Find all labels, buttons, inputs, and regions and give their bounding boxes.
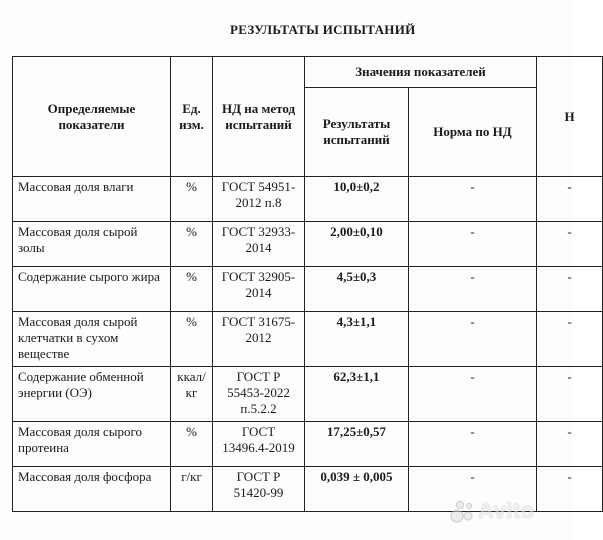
cell-unit: % bbox=[171, 177, 213, 222]
header-norm: Норма по НД bbox=[409, 88, 537, 177]
cell-norm: - bbox=[409, 177, 537, 222]
cell-norm: - bbox=[409, 267, 537, 312]
cell-norm: - bbox=[409, 312, 537, 367]
cell-method: ГОСТ 31675-2012 bbox=[213, 312, 305, 367]
table-row bbox=[13, 367, 603, 422]
cell-extra: - bbox=[537, 177, 603, 222]
cell-method: ГОСТ Р 51420-99 bbox=[213, 467, 305, 512]
cell-parameter: Массовая доля сырой золы bbox=[13, 222, 171, 267]
table-row bbox=[13, 267, 603, 312]
document-title: РЕЗУЛЬТАТЫ ИСПЫТАНИЙ bbox=[230, 22, 416, 37]
cell-parameter: Содержание обменной энергии (ОЭ) bbox=[13, 367, 171, 422]
table-row bbox=[13, 222, 603, 267]
cell-unit: % bbox=[171, 222, 213, 267]
cell-result: 2,00±0,10 bbox=[305, 222, 409, 267]
header-extra: Н bbox=[537, 57, 603, 177]
header-unit: Ед. изм. bbox=[171, 57, 213, 177]
cell-extra: - bbox=[537, 222, 603, 267]
cell-unit: % bbox=[171, 422, 213, 467]
cell-method: ГОСТ 54951-2012 п.8 bbox=[213, 177, 305, 222]
cell-extra: - bbox=[537, 467, 603, 512]
cell-result: 62,3±1,1 bbox=[305, 367, 409, 422]
cell-parameter: Массовая доля сырого протеина bbox=[13, 422, 171, 467]
cell-norm: - bbox=[409, 422, 537, 467]
cell-unit: % bbox=[171, 267, 213, 312]
cell-parameter: Содержание сырого жира bbox=[13, 267, 171, 312]
cell-parameter: Массовая доля сырой клетчатки в сухом веществе bbox=[13, 312, 171, 367]
cell-extra: - bbox=[537, 267, 603, 312]
cell-extra: - bbox=[537, 367, 603, 422]
cell-result: 4,5±0,3 bbox=[305, 267, 409, 312]
header-parameter: Определяемые показатели bbox=[13, 57, 171, 177]
cell-result: 4,3±1,1 bbox=[305, 312, 409, 367]
cell-method: ГОСТ 13496.4-2019 bbox=[213, 422, 305, 467]
table-row bbox=[13, 422, 603, 467]
header-result: Результаты испытаний bbox=[305, 88, 409, 177]
table-row bbox=[13, 312, 603, 367]
cell-extra: - bbox=[537, 312, 603, 367]
table-row bbox=[13, 177, 603, 222]
cell-method: ГОСТ 32933-2014 bbox=[213, 222, 305, 267]
cell-parameter: Массовая доля влаги bbox=[13, 177, 171, 222]
header-method: НД на метод испытаний bbox=[213, 57, 305, 177]
cell-norm: - bbox=[409, 367, 537, 422]
avito-logo-icon bbox=[448, 496, 478, 526]
cell-method: ГОСТ Р 55453-2022 п.5.2.2 bbox=[213, 367, 305, 422]
cell-method: ГОСТ 32905-2014 bbox=[213, 267, 305, 312]
cell-result: 10,0±0,2 bbox=[305, 177, 409, 222]
cell-result: 17,25±0,57 bbox=[305, 422, 409, 467]
cell-norm: - bbox=[409, 222, 537, 267]
header-values-group: Значения показателей bbox=[305, 57, 537, 88]
cell-unit: г/кг bbox=[171, 467, 213, 512]
cell-norm: - bbox=[409, 467, 537, 512]
cell-result: 0,039 ± 0,005 bbox=[305, 467, 409, 512]
results-table bbox=[12, 56, 603, 512]
avito-watermark bbox=[448, 492, 568, 532]
cell-extra: - bbox=[537, 422, 603, 467]
cell-unit: % bbox=[171, 312, 213, 367]
watermark-text: Avito bbox=[478, 498, 535, 523]
cell-parameter: Массовая доля фосфора bbox=[13, 467, 171, 512]
cell-unit: ккал/кг bbox=[171, 367, 213, 422]
